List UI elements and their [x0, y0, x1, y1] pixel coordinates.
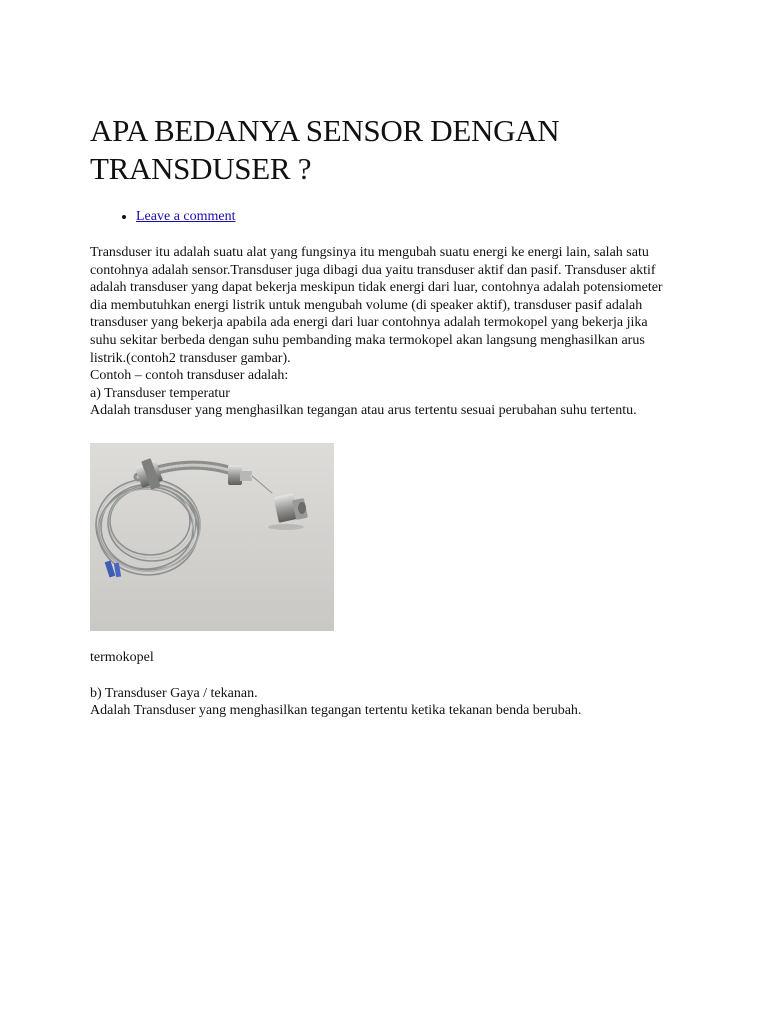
intro-paragraph: Transduser itu adalah suatu alat yang fungsinya itu mengubah suatu energi ke energi lain, salah satu contohnya adalah sensor.Transduser juga dibagi dua yaitu transduser aktif dan pasif. Transduser aktif adalah transduser yang dapat bekerja meskipun tidak energi dari luar, contohnya adalah potensiometer dia membutuhkan energi listrik untuk mengubah volume (di speaker aktif), transduser pasif adalah transduser yang bekerja apabila ada energi dari luar contohnya adalah termokopel yang bekerja jika suhu sekitar berbeda dengan suhu pembanding maka termokopel akan langsung menghasilkan arus listrik.(contoh2 transduser gambar). [90, 245, 663, 366]
leave-comment-link[interactable]: Leave a comment [136, 209, 236, 224]
thermocouple-photo [90, 443, 334, 631]
section-b-text: Adalah Transduser yang menghasilkan tegangan tertentu ketika tekanan benda berubah. [90, 703, 582, 719]
figure-caption: termokopel [90, 649, 154, 665]
section-a-heading: a) Transduser temperatur [90, 385, 230, 401]
examples-heading: Contoh – contoh transduser adalah: [90, 368, 289, 384]
article-title: APA BEDANYA SENSOR DENGAN TRANSDUSER ? [90, 113, 560, 186]
section-a-text: Adalah transduser yang menghasilkan tegangan atau arus tertentu sesuai perubahan suhu tertentu. [90, 403, 637, 419]
post-meta-list [90, 208, 670, 226]
thermocouple-illustration [90, 443, 334, 631]
section-b [90, 685, 670, 720]
article-body [90, 244, 670, 420]
post-meta-item [136, 208, 670, 226]
article [90, 112, 670, 720]
section-b-heading: b) Transduser Gaya / tekanan. [90, 685, 258, 701]
